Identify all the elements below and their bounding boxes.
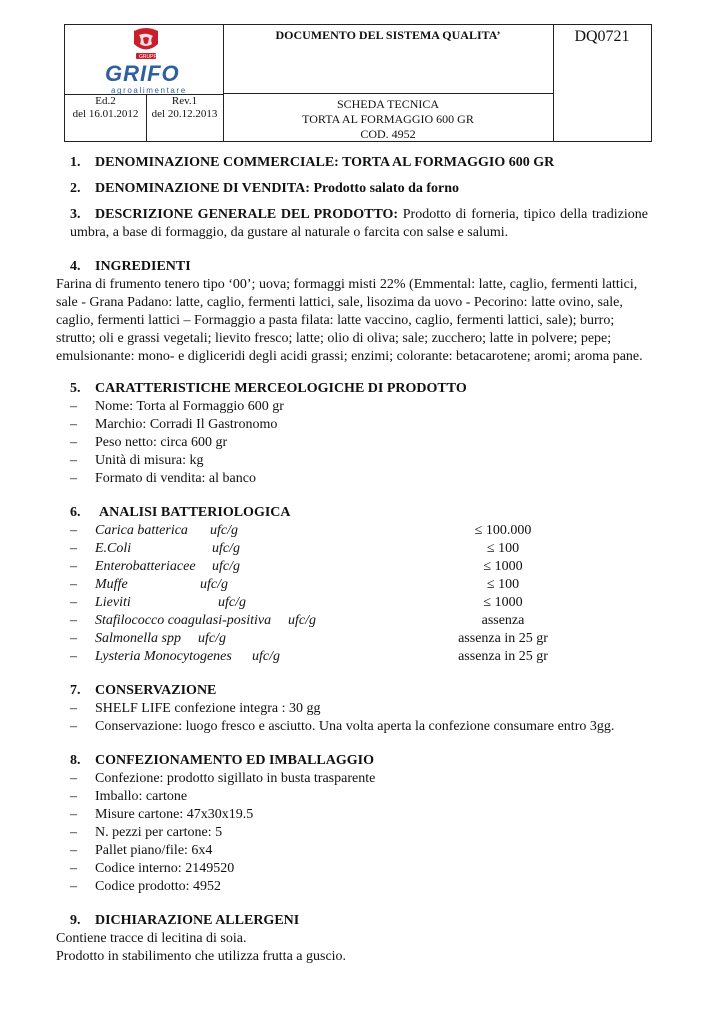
section-3: [70, 206, 648, 242]
list-item: [70, 434, 648, 452]
section-title: DESCRIZIONE GENERALE DEL PRODOTTO:: [95, 207, 399, 222]
analysis-limit: ≤ 100.000: [474, 523, 532, 538]
dash-bullet-icon: –: [70, 417, 77, 432]
list-item-text: Misure cartone: 47x30x19.5: [95, 807, 254, 822]
bacteriological-analysis-table: [70, 522, 648, 666]
edition-cell: [65, 95, 146, 121]
table-row: [70, 648, 648, 666]
analysis-unit: ufc/g: [200, 577, 228, 592]
list-item: [70, 452, 648, 470]
analysis-limit: ≤ 100: [486, 577, 520, 592]
list-item: [70, 416, 648, 434]
section-7-heading: [70, 682, 648, 700]
dash-bullet-icon: –: [70, 523, 77, 538]
product-characteristics-list: [70, 398, 648, 488]
analysis-name: Lieviti: [95, 595, 131, 610]
table-row: [70, 558, 648, 576]
sheet-type: SCHEDA TECNICA: [336, 97, 440, 111]
header-divider: [223, 93, 553, 94]
dash-bullet-icon: –: [70, 879, 77, 894]
section-number: 1.: [70, 155, 81, 170]
analysis-name: Enterobatteriacee: [95, 559, 196, 574]
list-item: [70, 806, 648, 824]
section-6-heading: [70, 504, 648, 522]
document-body: [56, 154, 649, 966]
table-row: [70, 540, 648, 558]
analysis-unit: ufc/g: [198, 631, 226, 646]
dash-bullet-icon: –: [70, 541, 77, 556]
packaging-list: [70, 770, 648, 896]
section-title: DENOMINAZIONE DI VENDITA: Prodotto salato da forno: [95, 181, 460, 196]
quality-system-title: DOCUMENTO DEL SISTEMA QUALITA’: [275, 28, 501, 42]
document-code: DQ0721: [574, 28, 630, 45]
section-title: ANALISI BATTERIOLOGICA: [99, 505, 291, 520]
revision-cell: [146, 95, 223, 121]
dash-bullet-icon: –: [70, 399, 77, 414]
list-item: [70, 842, 648, 860]
section-number: 6.: [70, 505, 81, 520]
dash-bullet-icon: –: [70, 789, 77, 804]
list-item: [70, 878, 648, 896]
dash-bullet-icon: –: [70, 613, 77, 628]
edition-date: del 16.01.2012: [72, 108, 139, 120]
list-item: [70, 700, 648, 718]
allergen-line: Prodotto in stabilimento che utilizza frutta a guscio.: [56, 949, 347, 964]
edition-number: Ed.2: [95, 95, 116, 107]
section-title: CARATTERISTICHE MERCEOLOGICHE DI PRODOTTO: [95, 381, 467, 396]
analysis-name: Stafilococco coagulasi-positiva: [95, 613, 272, 628]
list-item-text: Pallet piano/file: 6x4: [95, 843, 213, 858]
table-row: [70, 522, 648, 540]
list-item: [70, 718, 648, 736]
section-number: 9.: [70, 913, 81, 928]
company-subtitle: agroalimentare: [111, 86, 187, 95]
product-code: COD. 4952: [360, 127, 416, 141]
analysis-name: Lysteria Monocytogenes: [95, 649, 232, 664]
product-description: Prodotto di forneria, tipico della tradizione umbra, a base di formaggio, da gustare al naturale o farcita con salse e salumi.: [70, 207, 649, 240]
list-item-text: Marchio: Corradi Il Gastronomo: [95, 417, 278, 432]
list-item-text: N. pezzi per cartone: 5: [95, 825, 223, 840]
list-item-text: SHELF LIFE confezione integra : 30 gg: [95, 701, 321, 716]
section-1: [70, 154, 648, 172]
analysis-unit: ufc/g: [218, 595, 246, 610]
section-title: DICHIARAZIONE ALLERGENI: [95, 913, 300, 928]
list-item: [70, 824, 648, 842]
analysis-limit: assenza in 25 gr: [458, 649, 548, 664]
analysis-unit: ufc/g: [212, 541, 240, 556]
list-item-text: Peso netto: circa 600 gr: [95, 435, 228, 450]
logo-small-text: GRUPPO: [139, 54, 161, 60]
dash-bullet-icon: –: [70, 577, 77, 592]
section-number: 4.: [70, 259, 81, 274]
dash-bullet-icon: –: [70, 701, 77, 716]
analysis-limit: ≤ 1000: [483, 595, 523, 610]
list-item-text: Conservazione: luogo fresco e asciutto. Una volta aperta la confezione consumare entro 3gg.: [95, 719, 615, 734]
analysis-limit: assenza in 25 gr: [458, 631, 548, 646]
section-number: 8.: [70, 753, 81, 768]
company-name: GRIFO: [105, 61, 180, 86]
dash-bullet-icon: –: [70, 825, 77, 840]
analysis-name: Muffe: [95, 577, 128, 592]
analysis-name: Carica batterica: [95, 523, 188, 538]
analysis-unit: ufc/g: [252, 649, 280, 664]
list-item-text: Nome: Torta al Formaggio 600 gr: [95, 399, 284, 414]
section-title: INGREDIENTI: [95, 259, 191, 274]
allergen-line: Contiene tracce di lecitina di soia.: [56, 931, 247, 946]
dash-bullet-icon: –: [70, 719, 77, 734]
dash-bullet-icon: –: [70, 453, 77, 468]
table-row: [70, 630, 648, 648]
section-number: 5.: [70, 381, 81, 396]
list-item-text: Codice prodotto: 4952: [95, 879, 221, 894]
analysis-limit: assenza: [481, 613, 525, 628]
analysis-limit: ≤ 1000: [483, 559, 523, 574]
section-5-heading: [70, 380, 648, 398]
table-row: [70, 612, 648, 630]
dash-bullet-icon: –: [70, 471, 77, 486]
conservation-list: [70, 700, 648, 736]
list-item-text: Imballo: cartone: [95, 789, 188, 804]
table-row: [70, 576, 648, 594]
dash-bullet-icon: –: [70, 649, 77, 664]
dash-bullet-icon: –: [70, 861, 77, 876]
analysis-name: E.Coli: [95, 541, 132, 556]
list-item-text: Confezione: prodotto sigillato in busta trasparente: [95, 771, 376, 786]
product-name: TORTA AL FORMAGGIO 600 GR: [302, 112, 474, 126]
table-row: [70, 594, 648, 612]
revision-number: Rev.1: [171, 95, 198, 107]
list-item: [70, 860, 648, 878]
dash-bullet-icon: –: [70, 631, 77, 646]
ingredients-text: Farina di frumento tenero tipo ‘00’; uova; formaggi misti 22% (Emmental: latte, caglio, fermenti lattici, sale - Grana Padano: latte, caglio, fermenti lattici, sale, lisozima da uovo - Pecorino: latte ovino, sale, caglio, fermenti lattici – Formaggio a pasta filata: latte vaccino, caglio, fermenti lattici, sale); burro; strutto; oli e grassi vegetali; lievito fresco; latte; olio di oliva; sale; zucchero; latte in polvere; pepe; emulsionante: mono- e digliceridi degli acidi grassi; enzimi; colorante: betacarotene; aromi; aroma pane.: [56, 277, 643, 364]
list-item-text: Unità di misura: kg: [95, 453, 204, 468]
section-number: 3.: [70, 207, 81, 222]
list-item: [70, 788, 648, 806]
list-item-text: Formato di vendita: al banco: [95, 471, 256, 486]
section-title: CONSERVAZIONE: [95, 683, 217, 698]
section-2: [70, 180, 648, 198]
dash-bullet-icon: –: [70, 435, 77, 450]
dash-bullet-icon: –: [70, 595, 77, 610]
list-item: [70, 770, 648, 788]
revision-date: del 20.12.2013: [151, 108, 218, 120]
section-4-heading: [70, 258, 648, 276]
analysis-name: Salmonella spp: [95, 631, 181, 646]
document-header-table: [64, 24, 652, 142]
dash-bullet-icon: –: [70, 559, 77, 574]
dash-bullet-icon: –: [70, 843, 77, 858]
dash-bullet-icon: –: [70, 771, 77, 786]
section-number: 7.: [70, 683, 81, 698]
list-item: [70, 398, 648, 416]
analysis-unit: ufc/g: [212, 559, 240, 574]
analysis-limit: ≤ 100: [486, 541, 520, 556]
sheet-title-cell: [223, 97, 553, 142]
analysis-unit: ufc/g: [288, 613, 316, 628]
section-8-heading: [70, 752, 648, 770]
analysis-unit: ufc/g: [210, 523, 238, 538]
list-item: [70, 470, 648, 488]
list-item-text: Codice interno: 2149520: [95, 861, 235, 876]
dash-bullet-icon: –: [70, 807, 77, 822]
section-9-heading: [70, 912, 648, 930]
section-number: 2.: [70, 181, 81, 196]
section-title: CONFEZIONAMENTO ED IMBALLAGGIO: [95, 753, 374, 768]
section-title: DENOMINAZIONE COMMERCIALE: TORTA AL FORMAGGIO 600 GR: [95, 155, 555, 170]
